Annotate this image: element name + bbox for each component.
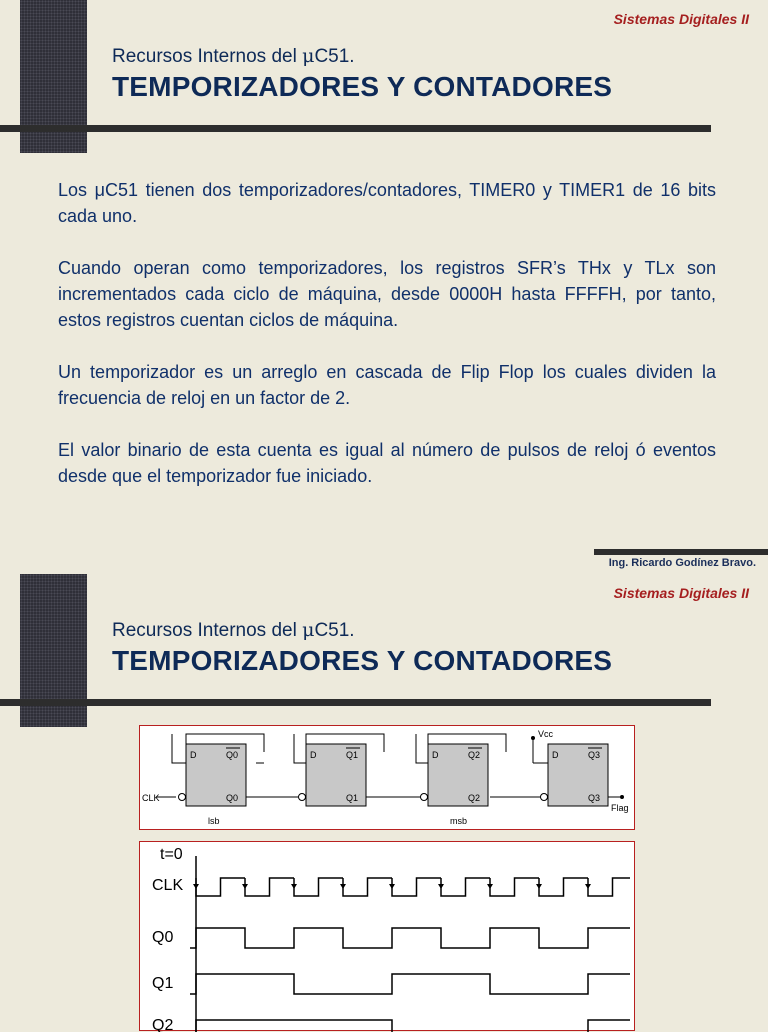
slide-subtitle: Recursos Internos del μC51. — [112, 619, 355, 641]
slide-subtitle: Recursos Internos del μC51. — [112, 45, 355, 67]
ff-q-label: Q2 — [468, 793, 481, 803]
clk-waveform — [196, 878, 630, 896]
ff-d-label: D — [190, 750, 197, 760]
ff-qbar-label: Q0 — [226, 750, 239, 760]
paragraph: Los μC51 tienen dos temporizadores/contadores, TIMER0 y TIMER1 de 16 bits cada uno. — [58, 180, 716, 226]
footer-rule — [594, 549, 768, 555]
ff-qbar-label: Q3 — [588, 750, 601, 760]
clk-edge-arrow — [438, 884, 444, 889]
ff-q-label: Q1 — [346, 793, 359, 803]
signal-label-q0: Q0 — [152, 929, 174, 946]
title-rule — [0, 125, 711, 132]
ff-q-label: Q3 — [588, 793, 601, 803]
flip-flop-1 — [299, 744, 367, 806]
flip-flop-3 — [541, 744, 609, 806]
signal-label-q2: Q2 — [152, 1017, 174, 1032]
clk-edge-arrow — [585, 884, 591, 889]
ff-qbar-label: Q2 — [468, 750, 481, 760]
timing-svg — [140, 842, 636, 1032]
clk-edge-arrow — [389, 884, 395, 889]
ff-d-label: D — [432, 750, 439, 760]
timing-diagram — [139, 841, 635, 1031]
clk-edge-arrow — [536, 884, 542, 889]
ff-d-label: D — [310, 750, 317, 760]
slide-title: TEMPORIZADORES Y CONTADORES — [112, 71, 613, 102]
paragraph: El valor binario de esta cuenta es igual al número de pulsos de reloj ó eventos desde que el temporizador fue iniciado. — [58, 440, 716, 486]
flag-label: Flag — [611, 803, 629, 813]
flip-flop-0 — [179, 744, 247, 806]
lsb-label: lsb — [208, 816, 220, 826]
ff-q-label: Q0 — [226, 793, 239, 803]
clk-edge-arrow — [291, 884, 297, 889]
clk-edge-arrow — [242, 884, 248, 889]
paragraph: Un temporizador es un arreglo en cascada de Flip Flop los cuales dividen la frecuencia de reloj en un factor de 2. — [58, 362, 716, 408]
body-text — [58, 177, 716, 515]
msb-label: msb — [450, 816, 468, 826]
clk-edge-arrow — [340, 884, 346, 889]
title-rule — [0, 699, 711, 706]
course-name: Sistemas Digitales II — [613, 11, 749, 27]
circuit-svg — [140, 726, 636, 831]
t0-label: t=0 — [160, 846, 183, 863]
q2-waveform — [190, 1020, 630, 1032]
clk-edge-arrow — [193, 884, 199, 889]
q1-waveform — [190, 974, 630, 994]
slide-title: TEMPORIZADORES Y CONTADORES — [112, 645, 613, 676]
flip-flop-2 — [421, 744, 489, 806]
clk-input-label: CLK — [142, 793, 160, 803]
ff-d-label: D — [552, 750, 559, 760]
signal-label-clk: CLK — [152, 877, 184, 894]
slide-2 — [0, 574, 768, 1032]
author-credit: Ing. Ricardo Godínez Bravo. — [608, 557, 756, 569]
paragraph: Cuando operan como temporizadores, los registros SFR’s THx y TLx son incrementados cada ciclo de máquina, desde 0000H hasta FFFFH, por tanto, estos registros cuentan ciclos de máquina. — [58, 258, 716, 330]
clk-edge-arrow — [487, 884, 493, 889]
ff-qbar-label: Q1 — [346, 750, 359, 760]
vcc-label: Vcc — [538, 729, 554, 739]
q0-waveform — [190, 928, 630, 948]
course-name: Sistemas Digitales II — [613, 585, 749, 601]
signal-label-q1: Q1 — [152, 975, 174, 992]
counter-circuit-diagram — [139, 725, 635, 830]
